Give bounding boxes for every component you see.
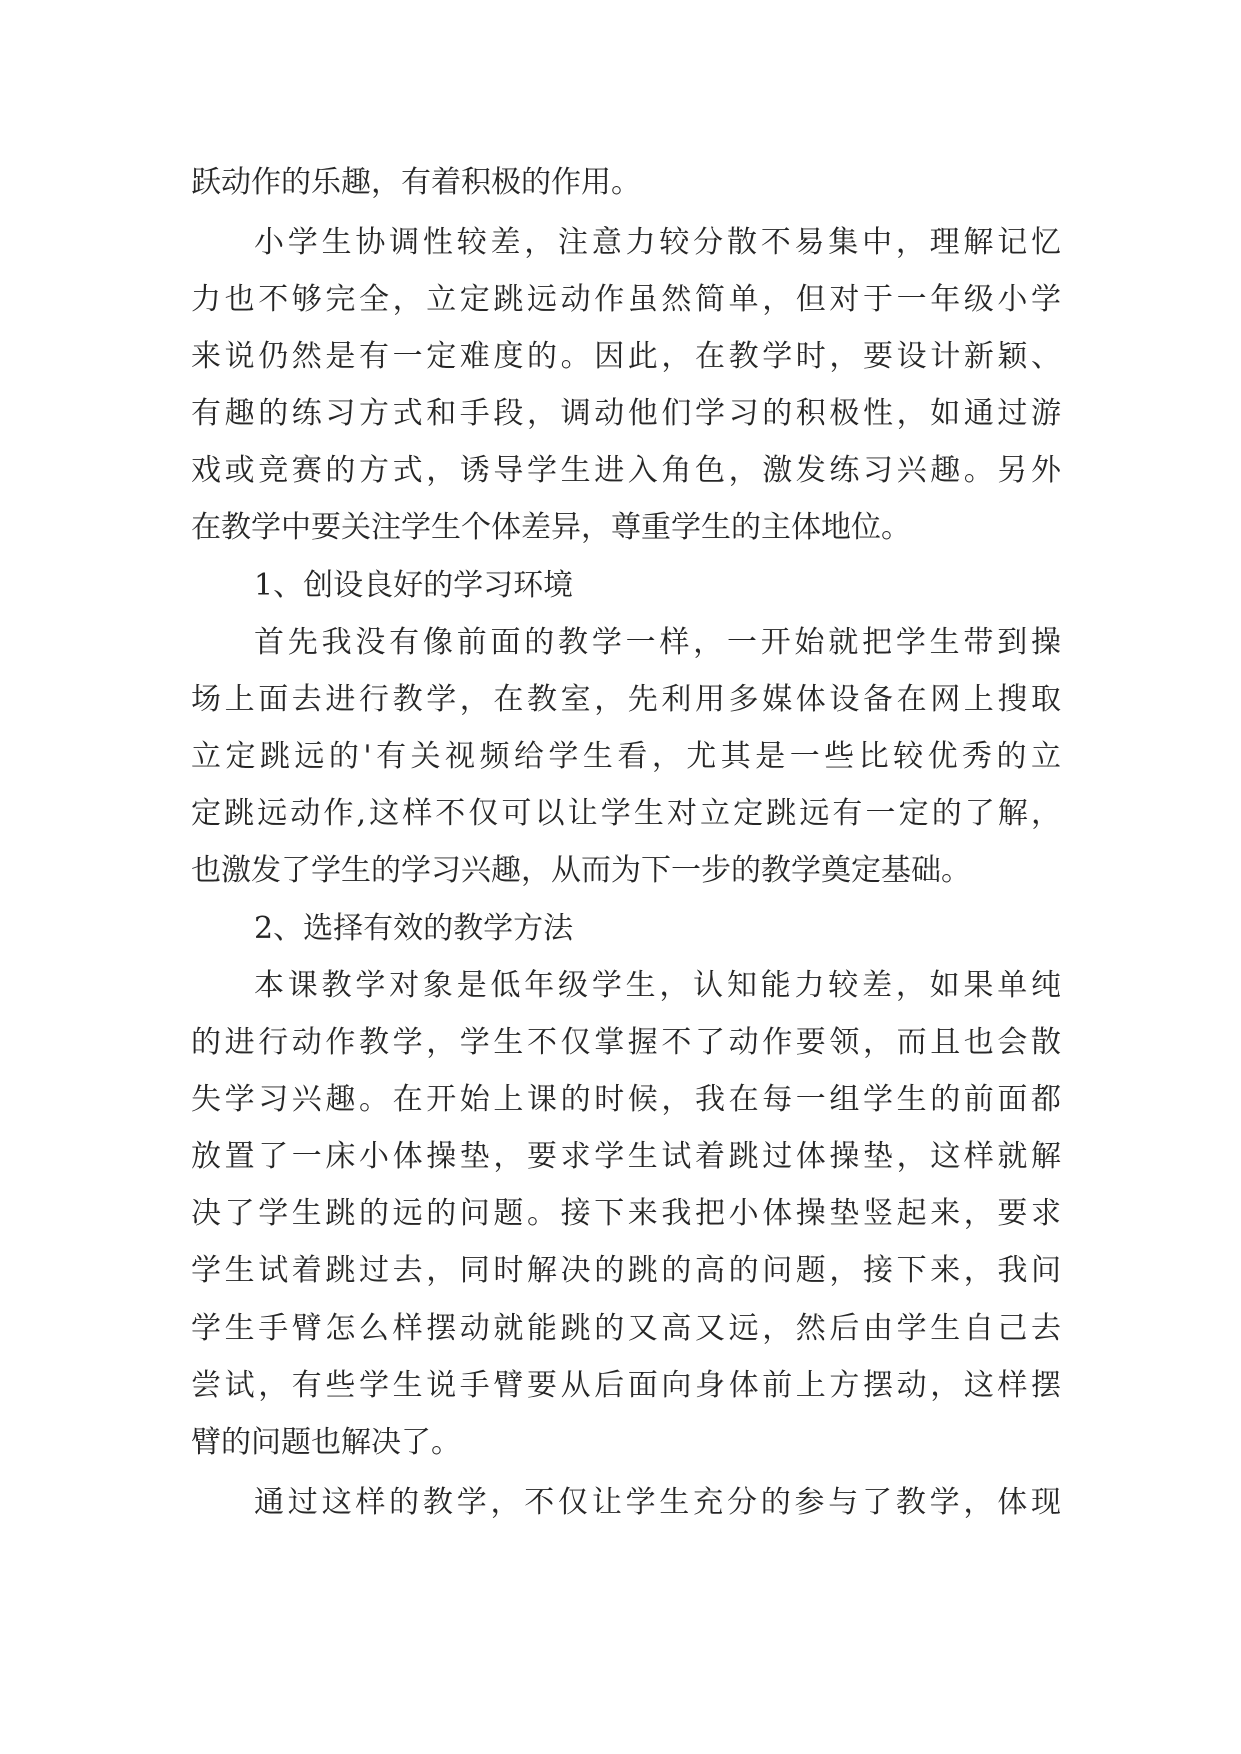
text-line: 立定跳远的'有关视频给学生看，尤其是一些比较优秀的立 xyxy=(191,739,1061,774)
text-line: 定跳远动作,这样不仅可以让学生对立定跳远有一定的了解， xyxy=(191,796,1061,831)
text-line: 学生手臂怎么样摆动就能跳的又高又远，然后由学生自己去 xyxy=(191,1311,1061,1346)
text-line: 通过这样的教学，不仅让学生充分的参与了教学，体现 xyxy=(254,1485,1061,1520)
text-line: 臂的问题也解决了。 xyxy=(191,1425,461,1460)
text-line: 首先我没有像前面的教学一样，一开始就把学生带到操 xyxy=(254,625,1061,660)
text-line: 失学习兴趣。在开始上课的时候，我在每一组学生的前面都 xyxy=(191,1082,1061,1117)
text-line: 学生试着跳过去，同时解决的跳的高的问题，接下来，我问 xyxy=(191,1253,1061,1288)
text-line: 力也不够完全，立定跳远动作虽然简单，但对于一年级小学 xyxy=(191,282,1061,317)
text-line: 本课教学对象是低年级学生，认知能力较差，如果单纯 xyxy=(254,968,1061,1003)
text-line: 场上面去进行教学，在教室，先利用多媒体设备在网上搜取 xyxy=(191,682,1061,717)
text-line: 跃动作的乐趣，有着积极的作用。 xyxy=(191,165,641,200)
text-line: 也激发了学生的学习兴趣，从而为下一步的教学奠定基础。 xyxy=(191,853,971,888)
section-heading: 2、选择有效的教学方法 xyxy=(254,911,574,946)
text-line: 决了学生跳的远的问题。接下来我把小体操垫竖起来，要求 xyxy=(191,1196,1061,1231)
text-line: 戏或竞赛的方式，诱导学生进入角色，激发练习兴趣。另外 xyxy=(191,453,1061,488)
text-line: 尝试，有些学生说手臂要从后面向身体前上方摆动，这样摆 xyxy=(191,1368,1061,1403)
text-line: 有趣的练习方式和手段，调动他们学习的积极性，如通过游 xyxy=(191,396,1061,431)
text-line: 放置了一床小体操垫，要求学生试着跳过体操垫，这样就解 xyxy=(191,1139,1061,1174)
text-line: 小学生协调性较差，注意力较分散不易集中，理解记忆 xyxy=(254,225,1061,260)
text-line: 的进行动作教学，学生不仅掌握不了动作要领，而且也会散 xyxy=(191,1025,1061,1060)
text-line: 在教学中要关注学生个体差异，尊重学生的主体地位。 xyxy=(191,510,911,545)
section-heading: 1、创设良好的学习环境 xyxy=(254,568,574,603)
text-line: 来说仍然是有一定难度的。因此，在教学时，要设计新颖、 xyxy=(191,339,1061,374)
